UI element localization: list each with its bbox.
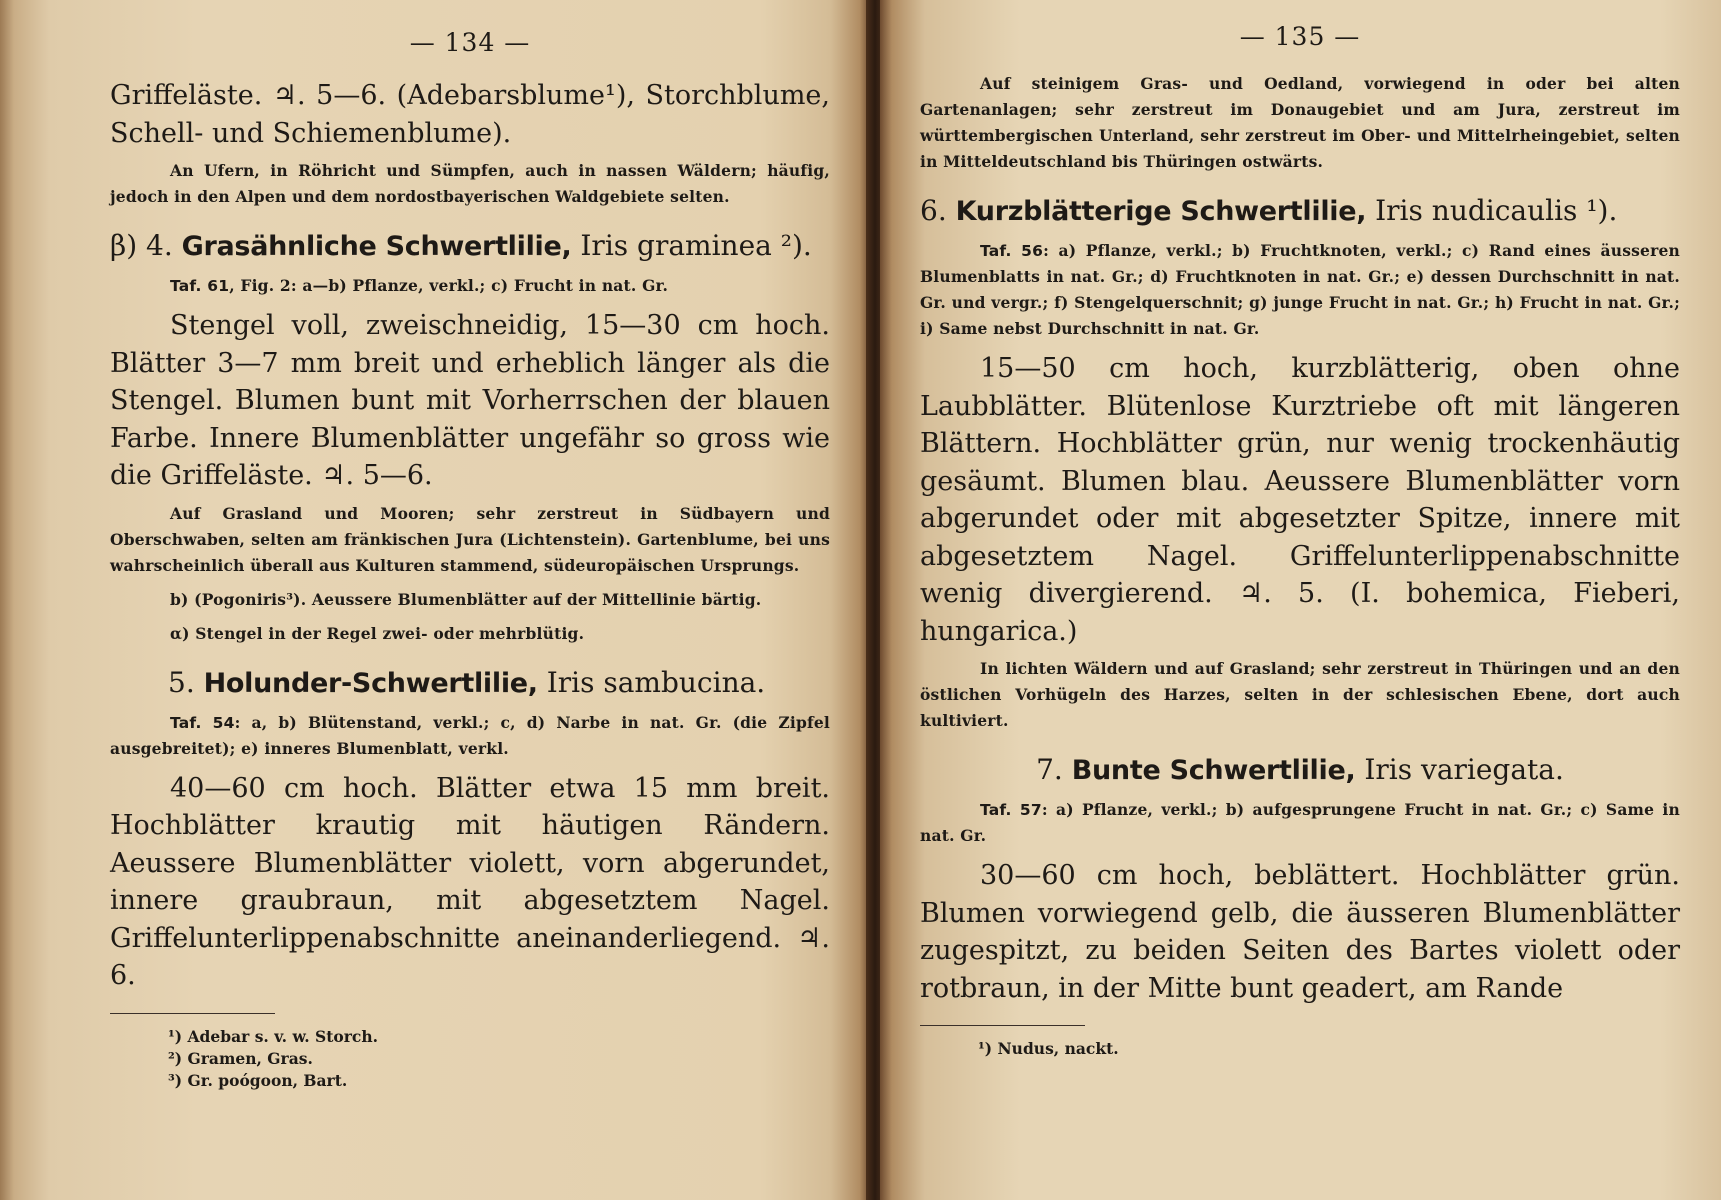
plate-reference	[110, 710, 830, 762]
page-number: — 135 —	[1239, 22, 1361, 51]
species-number: 6.	[920, 194, 947, 227]
plate-label: Taf. 56	[980, 242, 1044, 260]
plate-reference	[110, 273, 830, 299]
species-heading-4	[110, 226, 830, 267]
footnote-rule	[110, 1013, 275, 1014]
habitat-note: An Ufern, in Röhricht und Sümpfen, auch in nassen Wäldern; häufig, jedoch in den Alpen und dem nordostbayerischen Waldgebiete selten.	[110, 161, 830, 206]
footnote: ²) Gramen, Gras.	[168, 1048, 313, 1068]
species-heading-7	[920, 750, 1680, 791]
plate-text: : a) Pflanze, verkl.; b) Fruchtknoten, verkl.; c) Rand eines äusseren Blumenblatts in nat. Gr.; d) Fruchtknoten in nat. Gr.; e) dessen Durchschnitt in nat. Gr. und vergr.; f) Stengelquerschnit; g) junge Frucht in nat. Gr.; h) Frucht in nat. Gr.; i) Same nebst Durchschnitt in nat. Gr.	[920, 241, 1681, 338]
species-heading-5	[110, 663, 830, 704]
footnote-rule	[920, 1025, 1085, 1026]
footnote: ¹) Nudus, nackt.	[978, 1039, 1119, 1058]
description: 40—60 cm hoch. Blätter etwa 15 mm breit. Hochblätter krautig mit häutigen Rändern. Aeussere Blumenblätter violett, vorn abgerundet, innere graubraun, mit abgesetztem Nagel. Griffelunterlippenabschnitte aneinanderliegend. ♃. 6.	[110, 772, 830, 991]
german-name: Kurzblätterige Schwertlilie,	[955, 196, 1367, 227]
species-number: β) 4.	[110, 229, 173, 262]
plate-text: : a, b) Blütenstand, verkl.; c, d) Narbe in nat. Gr. (die Zipfel ausgebreitet); e) inneres Blumenblatt, verkl.	[110, 712, 830, 758]
left-text-column	[110, 28, 830, 1092]
latin-name: Iris variegata.	[1364, 753, 1564, 786]
plate-reference	[920, 238, 1680, 342]
paragraph: Griffeläste. ♃. 5—6. (Adebarsblume¹), Storchblume, Schell- und Schiemenblume).	[110, 80, 830, 149]
german-name: Grasähnliche Schwertlilie,	[181, 231, 572, 262]
habitat-note: In lichten Wäldern und auf Grasland; sehr zerstreut in Thüringen und an den östlichen Vorhügeln des Harzes, selten in der schlesischen Ebene, dort auch kultiviert.	[920, 659, 1680, 730]
species-number: 5.	[168, 665, 195, 699]
habitat-note: Auf steinigem Gras- und Oedland, vorwiegend in oder bei alten Gartenanlagen; sehr zerstreut im Donaugebiet und am Jura, zerstreut im württembergischen Unterland, sehr zerstreut im Ober- und Mittelrheingebiet, selten in Mitteldeutschland bis Thüringen ostwärts.	[920, 74, 1680, 171]
page-number: — 134 —	[409, 28, 531, 57]
footnote: ³) Gr. poógoon, Bart.	[168, 1070, 348, 1090]
habitat-note: Auf Grasland und Mooren; sehr zerstreut in Südbayern und Oberschwaben, selten am fränkischen Jura (Lichtenstein). Gartenblume, bei uns wahrscheinlich überall aus Kulturen stammend, südeuropäischen Ursprungs.	[110, 503, 830, 575]
german-name: Bunte Schwertlilie,	[1071, 755, 1356, 786]
latin-name: Iris nudicaulis ¹).	[1375, 194, 1618, 227]
subgenus-note: b) (Pogoniris³). Aeussere Blumenblätter auf der Mittellinie bärtig.	[170, 589, 762, 609]
plate-text: , Fig. 2: a—b) Pflanze, verkl.; c) Frucht in nat. Gr.	[229, 276, 669, 295]
description: 15—50 cm hoch, kurzblätterig, oben ohne Laubblätter. Blütenlose Kurztriebe oft mit längeren Blättern. Hochblätter grün, nur wenig trockenhäutig gesäumt. Blumen blau. Aeussere Blumenblätter vorn abgerundet oder mit abgesetzter Spitze, innere mit abgesetztem Nagel. Griffelunterlippenabschnitte wenig divergierend. ♃. 5. (I. bohemica, Fieberi, hungarica.)	[920, 353, 1680, 647]
latin-name: Iris sambucina.	[546, 665, 766, 699]
species-number: 7.	[1036, 753, 1063, 786]
right-text-column	[920, 22, 1680, 1060]
plate-text: : a) Pflanze, verkl.; b) aufgesprungene Frucht in nat. Gr.; c) Same in nat. Gr.	[920, 800, 1680, 845]
footnote: ¹) Adebar s. v. w. Storch.	[168, 1026, 378, 1046]
description: 30—60 cm hoch, beblättert. Hochblätter grün. Blumen vorwiegend gelb, die äusseren Blumenblätter zugespitzt, zu beiden Seiten des Bartes violett oder rotbraun, in der Mitte bunt geadert, am Rande	[920, 860, 1680, 1004]
plate-label: Taf. 57	[980, 801, 1042, 819]
species-heading-6	[920, 191, 1680, 232]
description: Stengel voll, zweischneidig, 15—30 cm hoch. Blätter 3—7 mm breit und erheblich länger als die Stengel. Blumen bunt mit Vorherrschen der blauen Farbe. Innere Blumenblätter ungefähr so gross wie die Griffeläste. ♃. 5—6.	[110, 310, 830, 491]
plate-label: Taf. 61	[170, 277, 230, 295]
group-note: α) Stengel in der Regel zwei- oder mehrblütig.	[170, 623, 585, 643]
german-name: Holunder-Schwertlilie,	[203, 667, 538, 699]
plate-reference	[920, 797, 1680, 849]
plate-label: Taf. 54	[170, 713, 235, 732]
page-135	[880, 0, 1721, 1200]
latin-name: Iris graminea ²).	[580, 229, 812, 262]
